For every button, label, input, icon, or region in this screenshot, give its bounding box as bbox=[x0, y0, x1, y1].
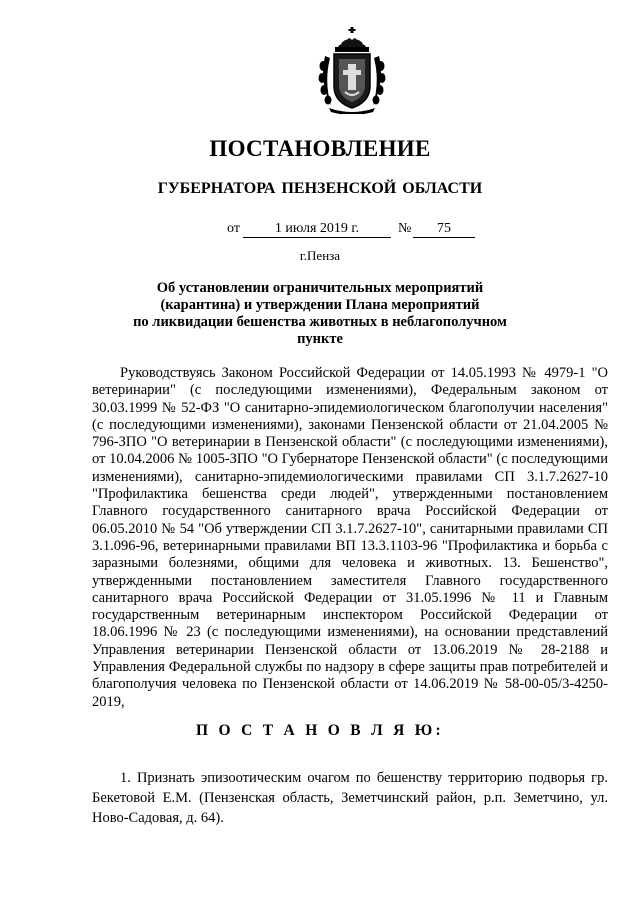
resolution-item: 1. Признать эпизоотическим очагом по бешенству территорию подворья гр. Бекетовой Е.М. (Пензенская область, Земетчинский район, р.п. Земетчино, ул. Ново-Садовая, д. 64). bbox=[92, 770, 608, 826]
document-number: 75 bbox=[413, 221, 475, 238]
heading-line: Об установлении ограничительных мероприятий bbox=[156, 280, 484, 296]
oak-branch-right-icon bbox=[373, 56, 386, 106]
document-date: 1 июля 2019 г. bbox=[243, 221, 391, 238]
heading-line: (карантина) и утверждении Плана мероприятий bbox=[160, 297, 480, 313]
oak-branch-left-icon bbox=[319, 56, 332, 106]
preamble-paragraph: Руководствуясь Законом Российской Федерации от 14.05.1993 № 4979-1 "О ветеринарии" (с последующими изменениями), Федеральным законом от 30.03.1999 № 52-ФЗ "О санитарно-эпидемиологическом благополучии населения" (с последующими изменениями), законами Пензенской области от 21.04.2005 № 796-ЗПО "О ветеринарии в Пензенской области" (с последующими изменениями), от 10.04.2006 № 1005-ЗПО "О Губернаторе Пензенской области" (с последующими изменениями), санитарно-эпидемиологическими правилами СП 3.1.7.2627-10 "Профилактика бешенства среди людей", утвержденными постановлением Главного государственного санитарного врача Российской Федерации от 06.05.2010 № 54 "Об утверждении СП 3.1.7.2627-10", санитарными правилами СП 3.1.096-96, ветеринарными правилами ВП 13.3.1103-96 "Профилактика и борьба с заразными болезнями, общими для человека и животных. 13. Бешенство", утвержденными постановлением заместителя Главного государственного санитарного врача Российской Федерации от 31.05.1996 № 11 и Главным государственным ветеринарным инспектором Российской Федерации от 18.06.1996 № 23 (с последующими изменениями), на основании представлений Управления ветеринарии Пензенской области от 13.06.2019 № 28-2188 и Управления Федеральной службы по надзору в сфере защиты прав потребителей и благополучия человека по Пензенской области от 14.06.2019 № 58-00-05/3-4250-2019, bbox=[92, 365, 608, 710]
resolve-heading: П О С Т А Н О В Л Я Ю: bbox=[196, 722, 444, 739]
ribbon-icon bbox=[329, 108, 375, 114]
page-title: ПОСТАНОВЛЕНИЕ bbox=[209, 136, 431, 161]
issuer-subtitle: ГУБЕРНАТОРА ПЕНЗЕНСКОЙ ОБЛАСТИ bbox=[157, 180, 483, 197]
issue-place: г.Пенза bbox=[299, 248, 341, 263]
shield-icon bbox=[334, 54, 370, 108]
date-prefix: от bbox=[227, 221, 240, 236]
coat-of-arms-icon bbox=[315, 26, 389, 114]
crown-icon bbox=[335, 27, 369, 52]
preamble-section bbox=[92, 365, 608, 711]
resolution-items bbox=[92, 768, 608, 828]
heading-line: по ликвидации бешенства животных в неблагополучном пункте bbox=[133, 314, 507, 347]
number-prefix: № bbox=[398, 221, 412, 236]
document-heading bbox=[120, 280, 520, 348]
